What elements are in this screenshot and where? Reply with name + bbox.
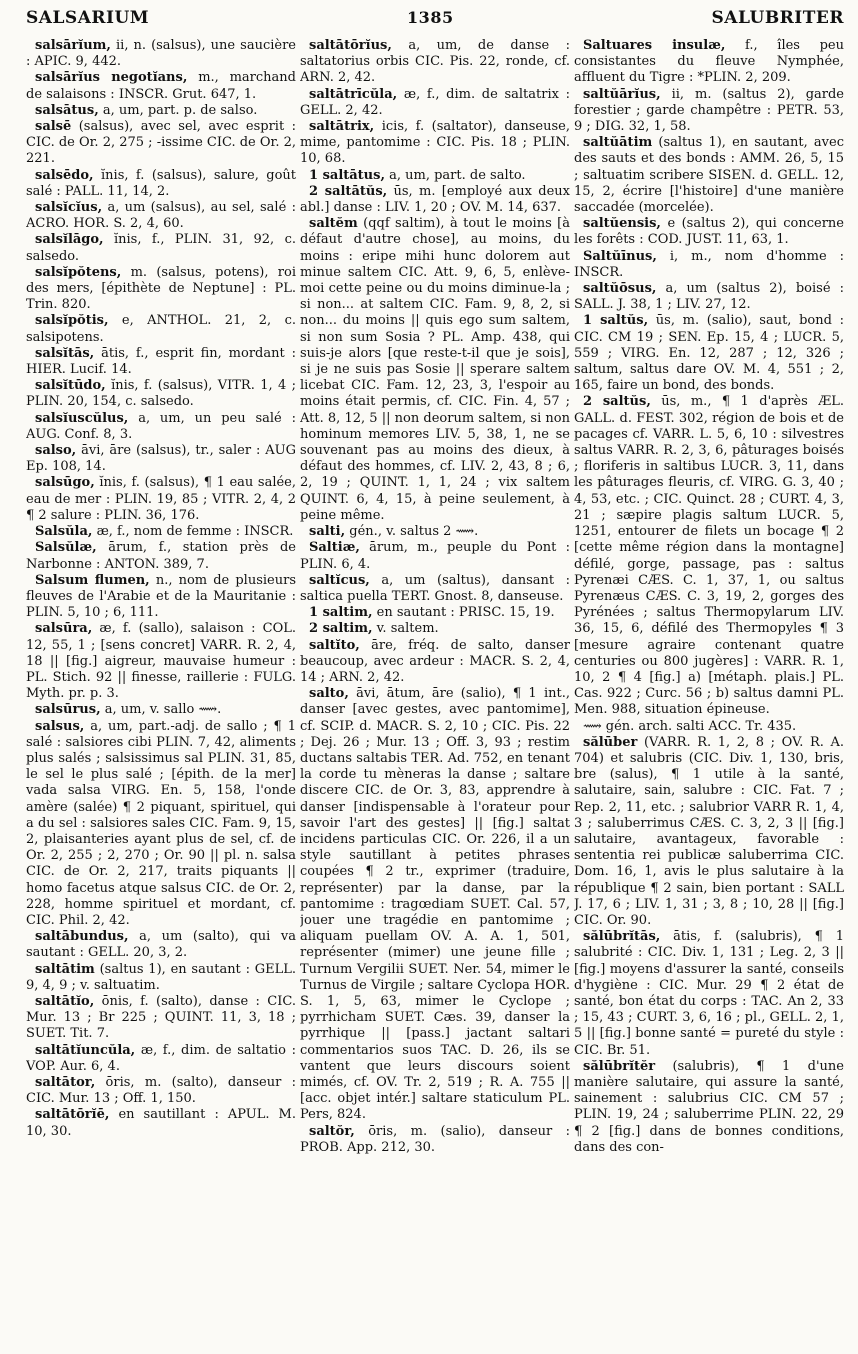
dictionary-entry bbox=[574, 1059, 844, 1156]
dictionary-entry bbox=[26, 346, 296, 378]
entry-headword: saltātĭo, bbox=[35, 993, 95, 1009]
entry-definition: en sautant : PRISC. 15, 19. bbox=[376, 605, 555, 621]
entry-headword: saltŭōsus, bbox=[583, 281, 657, 297]
dictionary-entry bbox=[26, 702, 296, 718]
entry-headword: saltĭcus, bbox=[309, 572, 370, 588]
entry-headword: saltŭensis, bbox=[583, 216, 661, 232]
entry-headword: sălūbrĭtās, bbox=[583, 929, 661, 945]
dictionary-entry bbox=[26, 573, 296, 622]
dictionary-entry bbox=[574, 313, 844, 394]
entry-definition: ūs, m., ¶ 1 d'après ÆL. GALL. d. FEST. 302, région de bois et de pacages cf. VARR. L. 5, 6, 10 : silvestres saltus VARR. R. 2, 3, 6, pâturages boisés ; floriferis in saltibus LUCR. 3, 11, dans les pâturages fleuris, cf. VIRG. G. 3, 40 ; 4, 53, etc. ; CIC. Quinct. 28 ; CURT. 4, 3, 21 ; sæpire plagis saltum LUCR. 5, 1251, entourer de filets un bocage ¶ 2 [cette même région dans la montagne] défilé, gorge, passage, pas : saltus Pyrenæi CÆS. C. 1, 37, 1, ou saltus Pyrenæus CÆS. C. 3, 19, 2, gorges des Pyrénées ; saltus Thermopylarum LIV. 36, 15, 6, défilé des Thermopyles ¶ 3 [mesure agraire contenant quatre centuries ou 800 jugères] : VARR. R. 1, 10, 2 ¶ 4 [fig.] a) [métaph. plais.] PL. Cas. 922 ; Curc. 56 ; b) saltus damni PL. Men. 988, situation épineuse. bbox=[574, 394, 844, 718]
dictionary-entry bbox=[26, 962, 296, 994]
entry-definition: a, um, v. sallo ⟿. bbox=[104, 702, 222, 718]
entry-headword: Saltiæ, bbox=[309, 540, 360, 556]
entry-headword: salsĭuscŭlus, bbox=[35, 410, 129, 426]
entry-definition: ārum, f., station près de Narbonne : ANTON. 389, 7. bbox=[26, 540, 296, 572]
entry-headword: 1 saltim, bbox=[309, 605, 373, 621]
entry-headword: Saltŭīnus, bbox=[583, 248, 657, 264]
entry-headword: salti, bbox=[309, 524, 346, 540]
entry-headword: salsĭtās, bbox=[35, 345, 95, 361]
entry-definition: (salsus), avec sel, avec esprit : CIC. de Or. 2, 275 ; -issime CIC. de Or. 2, 221. bbox=[26, 119, 296, 167]
dictionary-entry bbox=[300, 524, 570, 540]
dictionary-entry bbox=[26, 168, 296, 200]
entry-definition: e, ANTHOL. 21, 2, c. salsipotens. bbox=[26, 313, 296, 345]
entry-definition: (saltus 1), en sautant : GELL. 9, 4, 9 ; v. saltuatim. bbox=[26, 961, 296, 993]
entry-definition: en sautillant : APUL. M. 10, 30. bbox=[26, 1107, 296, 1139]
entry-definition: æ, f., nom de femme : INSCR. bbox=[96, 524, 294, 540]
dictionary-entry bbox=[300, 184, 570, 216]
column-2 bbox=[300, 38, 570, 1348]
entry-definition: a, um (saltus), dansant : saltica puella TERT. Gnost. 8, danseuse. bbox=[300, 572, 570, 604]
entry-headword: 1 saltŭs, bbox=[583, 313, 649, 329]
entry-headword: saltĕm bbox=[309, 216, 358, 232]
dictionary-entry bbox=[300, 638, 570, 687]
entry-definition: āvi, ātum, āre (salio), ¶ 1 int., danser [avec gestes, avec pantomime], cf. SCIP. d. MACR. S. 2, 10 ; CIC. Pis. 22 ; Dej. 26 ; Mur. 13 ; Off. 3, 93 ; restim ductans saltabis TER. Ad. 752, en tenant la corde tu mèneras la danse ; saltare discere CIC. de Or. 3, 83, apprendre à danser [indispensable à l'orateur pour savoir l'art des gestes] || [fig.] saltat incidens particulas CIC. Or. 226, il a un style sautillant à petites phrases coupées ¶ 2 tr., exprimer (traduire, représenter) par la danse, par la pantomime : tragœdiam SUET. Cal. 57, jouer une tragédie en pantomime ; aliquam puellam OV. A. A. 1, 501, représenter (mimer) une jeune fille ; Turnum Vergilii SUET. Ner. 54, mimer le Turnus de Virgile ; saltare Cyclopa HOR. S. 1, 5, 63, mimer le Cyclope ; pyrrhicham SUET. Cæs. 39, danser la pyrrhique || [pass.] jactant saltari commentarios suos TAC. D. 26, ils se vantent que leurs discours soient mimés, cf. OV. Tr. 2, 519 ; R. A. 755 || [acc. objet intér.] saltare staticulum PL. Pers, 824. bbox=[300, 686, 570, 1123]
entry-definition: ārum, m., peuple du Pont : PLIN. 6, 4. bbox=[300, 540, 570, 572]
dictionary-entry bbox=[26, 475, 296, 524]
entry-headword: sălūber bbox=[583, 734, 638, 750]
entry-headword: saltātrix, bbox=[309, 119, 375, 135]
entry-definition: a, um, part.-adj. de sallo ; ¶ 1 salé : salsiores cibi PLIN. 7, 42, aliments plus salés ; salsissimus sal PLIN. 31, 85, le sel le plus salé ; [épith. de la mer] vada salsa VIRG. En. 5, 158, l'onde amère (salée) ¶ 2 piquant, spirituel, qui a du sel : salsiores sales CIC. Fam. 9, 15, 2, plaisanteries ayant plus de sel, cf. de Or. 2, 255 ; 2, 270 ; Or. 90 || pl. n. salsa CIC. de Or. 2, 217, traits piquants || homo facetus atque salsus CIC. de Or. 2, 228, homme spirituel et mordant, cf. CIC. Phil. 2, 42. bbox=[26, 718, 296, 928]
entry-definition: ĭnis, f. (salsus), ¶ 1 eau salée, eau de mer : PLIN. 19, 85 ; VITR. 2, 4, 2 ¶ 2 salure : PLIN. 36, 176. bbox=[26, 475, 296, 523]
entry-definition: icis, f. (saltator), danseuse, mime, pantomime : CIC. Pis. 18 ; PLIN. 10, 68. bbox=[300, 119, 570, 167]
entry-definition: ōnis, f. (salto), danse : CIC. Mur. 13 ; Br 225 ; QUINT. 11, 3, 18 ; SUET. Tit. 7. bbox=[26, 993, 296, 1042]
entry-definition: m. (salsus, potens), roi des mers, [épithète de Neptune] : PL. Trin. 820. bbox=[26, 264, 296, 313]
entry-definition: i, m., nom d'homme : INSCR. bbox=[574, 248, 844, 280]
dictionary-entry bbox=[574, 929, 844, 1059]
dictionary-entry bbox=[26, 70, 296, 102]
entry-definition: ūs, m. (salio), saut, bond : CIC. CM 19 ; SEN. Ep. 15, 4 ; LUCR. 5, 559 ; VIRG. En. 12, 287 ; 12, 326 ; saltum, saltus dare OV. M. 4, 551 ; 2, 165, faire un bond, des bonds. bbox=[574, 313, 844, 394]
entry-definition: a, um (saltus 2), boisé : SALL. J. 38, 1 ; LIV. 27, 12. bbox=[574, 281, 844, 313]
entry-definition: f., îles peu consistantes du fleuve Nymphée, affluent du Tigre : *PLIN. 2, 209. bbox=[574, 38, 844, 86]
dictionary-entry bbox=[26, 232, 296, 264]
dictionary-entry bbox=[300, 38, 570, 87]
dictionary-entry bbox=[26, 1043, 296, 1075]
dictionary-entry bbox=[574, 249, 844, 281]
entry-definition: ātis, f. (salubris), ¶ 1 salubrité : CIC. Div. 1, 131 ; Leg. 2, 3 || [fig.] moyens d'assurer la santé, conseils d'hygiène : CIC. Mur. 29 ¶ 2 état de santé, bon état du corps : TAC. An 2, 33 ; 15, 43 ; CURT. 3, 6, 16 ; pl., GELL. 2, 1, 5 || [fig.] bonne santé = pureté du style : CIC. Br. 51. bbox=[574, 929, 844, 1058]
page-number: 1385 bbox=[407, 8, 454, 27]
entry-headword: salsus, bbox=[35, 718, 85, 734]
columns bbox=[26, 38, 844, 1348]
entry-headword: salsē bbox=[35, 119, 72, 135]
entry-definition: ĭnis, f. (salsus), salure, goût salé : PALL. 11, 14, 2. bbox=[26, 167, 296, 199]
entry-definition: m., marchand de salaisons : INSCR. Grut. 647, 1. bbox=[26, 70, 296, 102]
entry-headword: saltātor, bbox=[35, 1075, 96, 1090]
entry-definition: a, um, part. de salto. bbox=[389, 167, 526, 183]
entry-definition: æ, f. (sallo), salaison : COL. 12, 55, 1 ; [sens concret] VARR. R. 2, 4, 18 || [fig.] aigreur, mauvaise humeur : PL. Stich. 92 || finesse, raillerie : FULG. Myth. pr. p. 3. bbox=[26, 621, 296, 702]
dictionary-entry bbox=[26, 119, 296, 168]
dictionary-entry bbox=[574, 87, 844, 136]
dictionary-entry bbox=[300, 1124, 570, 1156]
entry-definition: ōris, m. (salio), danseur : PROB. App. 212, 30. bbox=[300, 1123, 570, 1155]
entry-headword: saltŏr, bbox=[309, 1123, 355, 1139]
column-3 bbox=[574, 38, 844, 1348]
entry-definition: a, um, un peu salé : AUG. Conf. 8, 3. bbox=[26, 410, 296, 442]
running-head-left: SALSARIUM bbox=[26, 8, 150, 28]
column-1 bbox=[26, 38, 296, 1348]
entry-definition: ii, m. (saltus 2), garde forestier ; garde champêtre : PETR. 53, 9 ; DIG. 32, 1, 58. bbox=[574, 86, 844, 135]
entry-headword: salsārĭus negotĭans, bbox=[35, 70, 188, 86]
dictionary-entry bbox=[26, 1107, 296, 1139]
dictionary-entry bbox=[574, 735, 844, 929]
entry-headword: saltŭātim bbox=[583, 135, 653, 151]
entry-headword: salsārĭum, bbox=[35, 38, 111, 53]
dictionary-entry bbox=[26, 1075, 296, 1107]
entry-definition: n., nom de plusieurs fleuves de l'Arabie et de la Mauritanie : PLIN. 5, 10 ; 6, 111. bbox=[26, 572, 296, 621]
entry-headword: saltātrīcŭla, bbox=[309, 86, 398, 102]
dictionary-entry bbox=[26, 540, 296, 572]
entry-headword: Saltuares insulæ, bbox=[583, 38, 726, 53]
entry-headword: saltātōrĭus, bbox=[309, 38, 392, 53]
dictionary-entry bbox=[26, 265, 296, 314]
dictionary-entry bbox=[26, 313, 296, 345]
entry-definition: æ, f., dim. de saltatrix : GELL. 2, 42. bbox=[300, 86, 570, 118]
entry-definition: ĭnis, f. (salsus), VITR. 1, 4 ; PLIN. 20, 154, c. salsedo. bbox=[26, 378, 296, 410]
dictionary-entry bbox=[26, 378, 296, 410]
entry-headword: salsĭlāgo, bbox=[35, 232, 104, 248]
dictionary-entry bbox=[26, 443, 296, 475]
entry-definition: ātis, f., esprit fin, mordant : HIER. Lucif. 14. bbox=[26, 345, 296, 378]
running-head-right: SALUBRITER bbox=[711, 8, 844, 28]
entry-definition: (VARR. R. 1, 2, 8 ; OV. R. A. 704) et salubris (CIC. Div. 1, 130, bris, bre (salus), ¶ 1 utile à la santé, salutaire, sain, salubre : CIC. Fat. 7 ; Rep. 2, 11, etc. ; salubrior VARR R. 1, 4, 3 ; saluberrimus CÆS. C. 3, 2, 3 || [fig.] salutaire, avantageux, favorable : sententia rei publicæ saluberrima CIC. Dom. 16, 1, avis le plus salutaire à la république ¶ 2 sain, bien portant : SALL J. 17, 6 ; LIV. 1, 31 ; 3, 8 ; 10, 28 || [fig.] CIC. Or. 90. bbox=[574, 734, 844, 928]
entry-headword: Salsŭla, bbox=[35, 524, 93, 540]
dictionary-entry bbox=[300, 119, 570, 168]
dictionary-entry bbox=[300, 540, 570, 572]
entry-headword: salsĭtūdo, bbox=[35, 378, 106, 394]
dictionary-entry bbox=[26, 411, 296, 443]
dictionary-entry bbox=[300, 87, 570, 119]
entry-definition: ūs, m. [employé aux deux abl.] danse : LIV. 1, 20 ; OV. M. 14, 637. bbox=[300, 183, 570, 216]
dictionary-entry bbox=[300, 573, 570, 605]
dictionary-entry bbox=[300, 216, 570, 524]
dictionary-entry bbox=[300, 686, 570, 1123]
dictionary-entry bbox=[26, 719, 296, 930]
entry-definition: a, um, part. p. de salso. bbox=[102, 102, 258, 118]
entry-definition: ⟿ gén. arch. salti ACC. Tr. 435. bbox=[583, 718, 797, 734]
entry-headword: 2 saltŭs, bbox=[583, 394, 651, 410]
entry-definition: āvi, āre (salsus), tr., saler : AUG Ep. 108, 14. bbox=[26, 443, 296, 475]
entry-headword: saltātōrĭē, bbox=[35, 1107, 110, 1123]
entry-definition: gén., v. saltus 2 ⟿. bbox=[349, 524, 479, 540]
entry-definition: e (saltus 2), qui concerne les forêts : COD. JUST. 11, 63, 1. bbox=[574, 216, 844, 248]
entry-definition: (salubris), ¶ 1 d'une manière salutaire, qui assure la santé, sainement : salubrius CIC. CM 57 ; PLIN. 19, 24 ; saluberrime PLIN. 22, 29 ¶ 2 [fig.] dans de bonnes conditions, dans des con- bbox=[574, 1058, 844, 1155]
entry-headword: salsūgo, bbox=[35, 475, 95, 491]
dictionary-entry bbox=[26, 994, 296, 1043]
entry-headword: 1 saltātus, bbox=[309, 167, 385, 183]
dictionary-entry bbox=[574, 216, 844, 248]
dictionary-entry bbox=[26, 200, 296, 232]
entry-headword: saltĭto, bbox=[309, 637, 360, 653]
dictionary-entry bbox=[26, 103, 296, 119]
entry-headword: salto, bbox=[309, 686, 349, 702]
dictionary-entry bbox=[26, 38, 296, 70]
entry-headword: Salsum flumen, bbox=[35, 572, 150, 588]
entry-headword: saltātĭuncŭla, bbox=[35, 1042, 136, 1058]
entry-headword: saltŭārĭus, bbox=[583, 86, 661, 102]
dictionary-entry bbox=[574, 38, 844, 87]
entry-definition: æ, f., dim. de saltatio : VOP. Aur. 6, 4. bbox=[26, 1042, 296, 1074]
entry-headword: salsūrus, bbox=[35, 702, 101, 718]
entry-definition: v. saltem. bbox=[376, 621, 439, 637]
entry-headword: salsĭcĭus, bbox=[35, 200, 103, 216]
entry-headword: salso, bbox=[35, 443, 77, 459]
page-header bbox=[26, 8, 844, 38]
entry-definition: ii, n. (salsus), une saucière : APIC. 9, 442. bbox=[26, 38, 296, 70]
entry-headword: 2 saltim, bbox=[309, 621, 373, 637]
entry-definition: a, um, de danse : saltatorius orbis CIC. Pis. 22, ronde, cf. ARN. 2, 42. bbox=[300, 38, 570, 86]
entry-headword: saltābundus, bbox=[35, 929, 129, 945]
dictionary-entry bbox=[300, 168, 570, 184]
entry-definition: (qqf saltim), à tout le moins [à défaut d'autre chose], au moins, du moins : eripe mihi hunc dolorem aut minue saltem CIC. Att. 9, 6, 5, enlève-moi cette peine ou du moins diminue-la ; si non... at saltem CIC. Fam. 9, 8, 2, si non... du moins || quis ego sum saltem, si non sum Sosia ? PL. Amp. 438, qui suis-je alors [que reste-t-il que je sois], si je ne suis pas Sosie || sperare saltem licebat CIC. Fam. 12, 23, 3, l'espoir au moins était permis, cf. CIC. Fin. 4, 57 ; Att. 8, 12, 5 || non deorum saltem, si non hominum memores LIV. 5, 38, 1, ne se souvenant pas au moins des dieux, à défaut des hommes, cf. LIV. 2, 43, 8 ; 6, 2, 19 ; QUINT. 1, 1, 24 ; vix saltem QUINT. 6, 4, 15, à peine seulement, à peine même. bbox=[300, 216, 570, 523]
dictionary-entry bbox=[574, 281, 844, 313]
dictionary-entry bbox=[300, 621, 570, 637]
dictionary-entry bbox=[574, 719, 844, 735]
dictionary-entry bbox=[300, 605, 570, 621]
entry-definition: a, um (salsus), au sel, salé : ACRO. HOR. S. 2, 4, 60. bbox=[26, 200, 296, 232]
entry-headword: saltātim bbox=[35, 961, 95, 977]
entry-definition: ōris, m. (salto), danseur : CIC. Mur. 13 ; Off. 1, 150. bbox=[26, 1075, 296, 1107]
dictionary-entry bbox=[26, 621, 296, 702]
entry-headword: salsēdo, bbox=[35, 167, 94, 183]
dictionary-entry bbox=[26, 929, 296, 961]
dictionary-entry bbox=[574, 394, 844, 718]
entry-headword: sălūbrĭtĕr bbox=[583, 1058, 656, 1074]
entry-definition: a, um (salto), qui va sautant : GELL. 20, 3, 2. bbox=[26, 929, 296, 961]
entry-definition: ĭnis, f., PLIN. 31, 92, c. salsedo. bbox=[26, 232, 296, 264]
entry-headword: salsĭpŏtis, bbox=[35, 313, 109, 329]
entry-headword: salsātus, bbox=[35, 102, 99, 118]
entry-headword: salsūra, bbox=[35, 621, 93, 637]
entry-headword: Salsŭlæ, bbox=[35, 540, 97, 556]
entry-definition: (saltus 1), en sautant, avec des sauts et des bonds : AMM. 26, 5, 15 ; saltuatim scribere SISEN. d. GELL. 12, 15, 2, écrire [l'histoire] d'une manière saccadée (morcelée). bbox=[574, 135, 844, 216]
dictionary-entry bbox=[26, 524, 296, 540]
entry-headword: salsĭpŏtens, bbox=[35, 264, 122, 280]
entry-headword: 2 saltātŭs, bbox=[309, 183, 388, 199]
dictionary-entry bbox=[574, 135, 844, 216]
entry-definition: āre, fréq. de salto, danser beaucoup, avec ardeur : MACR. S. 2, 4, 14 ; ARN. 2, 42. bbox=[300, 637, 570, 685]
